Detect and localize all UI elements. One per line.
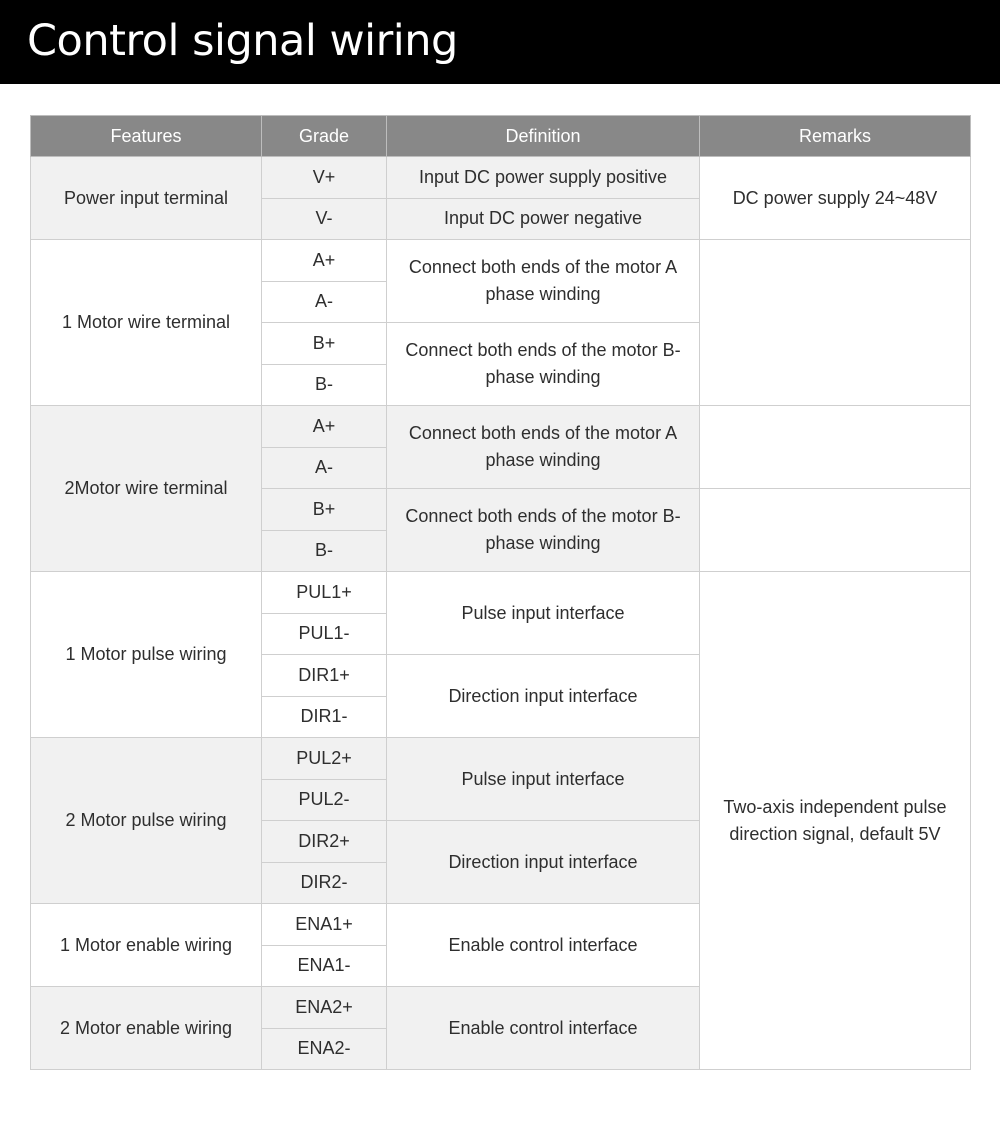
grade-cell: DIR2+ xyxy=(262,821,387,863)
feature-cell: 2 Motor enable wiring xyxy=(31,987,262,1070)
grade-cell: ENA1+ xyxy=(262,904,387,946)
feature-cell: 1 Motor enable wiring xyxy=(31,904,262,987)
header-remarks: Remarks xyxy=(700,116,971,157)
grade-cell: ENA2- xyxy=(262,1028,387,1070)
remarks-cell: Two-axis independent pulse direction signal, default 5V xyxy=(700,572,971,1070)
grade-cell: A+ xyxy=(262,406,387,448)
remarks-cell xyxy=(700,406,971,489)
definition-cell: Input DC power negative xyxy=(387,198,700,240)
table-row xyxy=(31,572,971,614)
grade-cell: DIR1+ xyxy=(262,655,387,697)
definition-cell: Direction input interface xyxy=(387,821,700,904)
grade-cell: B+ xyxy=(262,489,387,531)
definition-cell: Direction input interface xyxy=(387,655,700,738)
definition-cell: Connect both ends of the motor A phase winding xyxy=(387,240,700,323)
grade-cell: V+ xyxy=(262,157,387,199)
grade-cell: A+ xyxy=(262,240,387,282)
remarks-cell xyxy=(700,489,971,572)
remarks-cell: DC power supply 24~48V xyxy=(700,157,971,240)
page-title: Control signal wiring xyxy=(27,16,458,66)
grade-cell: PUL1+ xyxy=(262,572,387,614)
table-header-row xyxy=(31,116,971,157)
grade-cell: DIR1- xyxy=(262,696,387,738)
header-definition: Definition xyxy=(387,116,700,157)
grade-cell: ENA2+ xyxy=(262,987,387,1029)
feature-cell: Power input terminal xyxy=(31,157,262,240)
grade-cell: A- xyxy=(262,281,387,323)
grade-cell: V- xyxy=(262,198,387,240)
definition-cell: Pulse input interface xyxy=(387,572,700,655)
grade-cell: A- xyxy=(262,447,387,489)
definition-cell: Enable control interface xyxy=(387,904,700,987)
table-row xyxy=(31,240,971,282)
table-row xyxy=(31,406,971,448)
definition-cell: Pulse input interface xyxy=(387,738,700,821)
grade-cell: PUL2- xyxy=(262,779,387,821)
definition-cell: Connect both ends of the motor B-phase winding xyxy=(387,489,700,572)
remarks-cell xyxy=(700,240,971,406)
grade-cell: B+ xyxy=(262,323,387,365)
definition-cell: Connect both ends of the motor A phase winding xyxy=(387,406,700,489)
grade-cell: PUL1- xyxy=(262,613,387,655)
header-grade: Grade xyxy=(262,116,387,157)
table-row xyxy=(31,157,971,199)
grade-cell: ENA1- xyxy=(262,945,387,987)
wiring-table xyxy=(30,115,971,1070)
header-banner xyxy=(0,0,1000,84)
header-features: Features xyxy=(31,116,262,157)
grade-cell: B- xyxy=(262,530,387,572)
feature-cell: 1 Motor wire terminal xyxy=(31,240,262,406)
grade-cell: DIR2- xyxy=(262,862,387,904)
feature-cell: 1 Motor pulse wiring xyxy=(31,572,262,738)
definition-cell: Enable control interface xyxy=(387,987,700,1070)
grade-cell: PUL2+ xyxy=(262,738,387,780)
definition-cell: Input DC power supply positive xyxy=(387,157,700,199)
feature-cell: 2Motor wire terminal xyxy=(31,406,262,572)
grade-cell: B- xyxy=(262,364,387,406)
definition-cell: Connect both ends of the motor B-phase winding xyxy=(387,323,700,406)
feature-cell: 2 Motor pulse wiring xyxy=(31,738,262,904)
